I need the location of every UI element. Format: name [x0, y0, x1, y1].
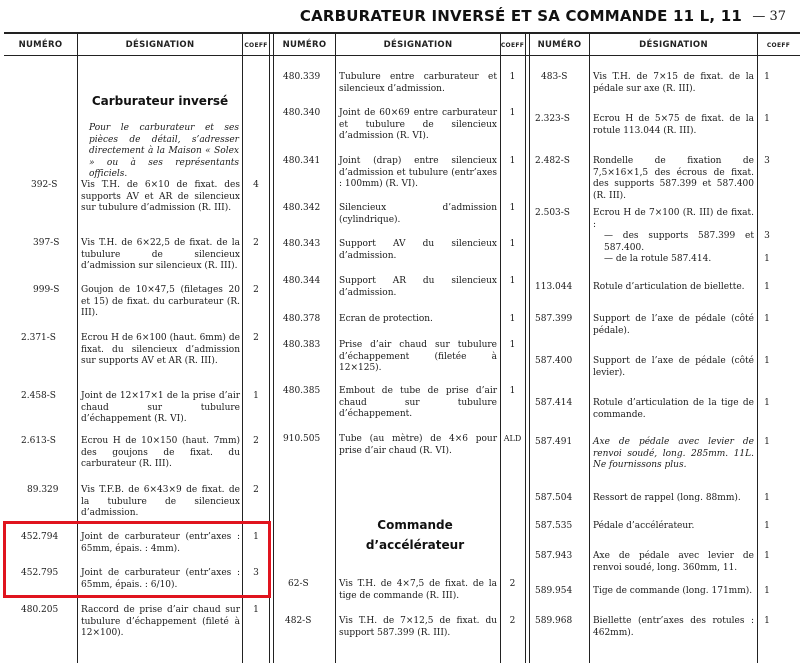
- part-coeff: 1: [764, 398, 770, 408]
- part-number: 89.329: [27, 485, 59, 495]
- part-designation: Tubulure entre carburateur et silencieux d’admission.: [339, 72, 497, 94]
- part-coeff: 1: [509, 386, 516, 396]
- part-number: 480.378: [283, 314, 321, 324]
- part-number: 587.943: [535, 551, 573, 561]
- part-designation: Prise d’air chaud sur tubulure d’échappement (filetée à 12×125).: [339, 340, 497, 373]
- part-coeff: 1: [509, 108, 516, 118]
- part-number: 480.343: [283, 239, 321, 249]
- part-designation: Ecrou H de 10×150 (haut. 7mm) des goujons de fixat. du carburateur (R. III).: [81, 436, 240, 469]
- part-designation: Joint (drap) entre silencieux d’admission et tubulure (entr’axes : 100mm) (R. VI).: [339, 156, 497, 189]
- part-designation: Joint de 12×17×1 de la prise d’air chaud sur tubulure d’échappement (R. VI).: [81, 391, 240, 424]
- part-coeff: 1: [764, 551, 770, 561]
- part-designation: Embout de tube de prise d’air chaud sur tubulure d’échappement.: [339, 386, 497, 419]
- part-designation: Support de l’axe de pédale (côté levier).: [593, 356, 754, 378]
- part-coeff: 1: [764, 114, 770, 124]
- part-coeff: 3: [253, 568, 259, 578]
- part-coeff: 1: [764, 72, 770, 82]
- part-designation: Rotule d’articulation de biellette.: [593, 282, 745, 292]
- part-coeff: 1: [509, 340, 516, 350]
- section-title-carburateur: Carburateur inversé: [91, 94, 229, 108]
- part-coeff: 1: [764, 254, 770, 264]
- part-designation: Vis T.F.B. de 6×43×9 de fixat. de la tubulure de silencieux d’admission.: [81, 485, 240, 518]
- part-coeff: 1: [764, 616, 770, 626]
- column-divider: [525, 32, 526, 663]
- col-header-designation: DÉSIGNATION: [639, 40, 708, 50]
- part-coeff: 2: [253, 285, 259, 295]
- part-designation: Ecrou H de 6×100 (haut. 6mm) de fixat. du silencieux d’admission sur supports AV et AR (R. III).: [81, 333, 240, 366]
- col-header-coeff: COEFF: [766, 42, 791, 49]
- part-coeff: ALD: [503, 434, 522, 443]
- part-coeff: 1: [253, 532, 259, 542]
- column-divider: [273, 32, 274, 663]
- part-designation: Raccord de prise d’air chaud sur tubulure d’échappement (fileté à 12×100).: [81, 605, 240, 638]
- section-title-commande: Commande d’accélérateur: [365, 518, 465, 552]
- part-number: 480.342: [283, 203, 321, 213]
- part-coeff: 1: [764, 437, 770, 447]
- part-coeff: 2: [253, 333, 259, 343]
- part-designation: Ecrou H de 5×75 de fixat. de la rotule 113.044 (R. III).: [593, 114, 754, 136]
- part-designation: Support AR du silencieux d’admission.: [339, 276, 497, 298]
- part-coeff: 1: [764, 586, 770, 596]
- part-number: 480.341: [283, 156, 321, 166]
- part-number: 62-S: [288, 579, 309, 589]
- part-coeff: 3: [764, 231, 770, 241]
- part-designation: Ressort de rappel (long. 88mm).: [593, 493, 741, 503]
- section-note: Pour le carburateur et ses pièces de détail, s’adresser directement à la Maison « Solex » ou à ses représentants officiels.: [89, 123, 239, 179]
- part-designation: Rotule d’articulation de la tige de commande.: [593, 398, 754, 420]
- highlight-box: [3, 521, 271, 598]
- part-designation: Ecran de protection.: [339, 314, 433, 324]
- part-coeff: 1: [764, 493, 770, 503]
- part-number: 587.535: [535, 521, 573, 531]
- part-coeff: 2: [253, 436, 259, 446]
- part-designation: Axe de pédale avec levier de renvoi soudé, long. 360mm, 11.: [593, 551, 754, 573]
- part-coeff: 1: [764, 521, 770, 531]
- part-coeff: 1: [509, 314, 516, 324]
- part-number: 483-S: [541, 72, 568, 82]
- part-coeff: 1: [764, 356, 770, 366]
- part-designation: Vis T.H. de 7×15 de fixat. de la pédale sur axe (R. III).: [593, 72, 754, 94]
- part-coeff: 1: [509, 239, 516, 249]
- page-title: CARBURATEUR INVERSÉ ET SA COMMANDE 11 L, 11: [299, 7, 742, 25]
- part-number: 587.504: [535, 493, 573, 503]
- part-coeff: 4: [253, 180, 259, 190]
- part-designation: — de la rotule 587.414.: [604, 254, 712, 264]
- part-designation: Tige de commande (long. 171mm).: [593, 586, 753, 596]
- part-coeff: 1: [253, 605, 259, 615]
- part-coeff: 2: [253, 238, 259, 248]
- part-designation: Rondelle de fixation de 7,5×16×1,5 des écrous de fixat. des supports 587.399 et 587.400 (R. III).: [593, 156, 754, 201]
- part-designation: Joint de carburateur (entr’axes : 65mm, épais. : 6/10).: [81, 568, 240, 590]
- part-coeff: 1: [509, 203, 516, 213]
- part-number: 587.399: [535, 314, 573, 324]
- header-bottom-rule: [4, 55, 800, 56]
- part-designation: Pédale d’accélérateur.: [593, 521, 695, 531]
- part-number: 999-S: [33, 285, 60, 295]
- col-header-coeff: COEFF: [244, 42, 268, 49]
- part-number: 2.482-S: [535, 156, 570, 166]
- part-designation: Silencieux d’admission (cylindrique).: [339, 203, 497, 225]
- col-header-number: NUMÉRO: [282, 40, 327, 50]
- part-coeff: 2: [509, 579, 516, 589]
- part-coeff: 1: [764, 314, 770, 324]
- part-designation: Vis T.H. de 6×22,5 de fixat. de la tubulure de silencieux d’admission sur silencieux (R. III).: [81, 238, 240, 271]
- page-number: — 37: [752, 9, 786, 24]
- part-number: 480.385: [283, 386, 321, 396]
- part-number: 397-S: [33, 238, 60, 248]
- page-header: [0, 5, 800, 29]
- part-number: 2.613-S: [21, 436, 56, 446]
- part-number: 910.505: [283, 434, 321, 444]
- part-designation: Tube (au mètre) de 4×6 pour prise d’air chaud (R. VI).: [339, 434, 497, 456]
- part-coeff: 2: [253, 485, 259, 495]
- part-number: 589.954: [535, 586, 573, 596]
- part-designation: Support de l’axe de pédale (côté pédale).: [593, 314, 754, 336]
- part-number: 480.383: [283, 340, 321, 350]
- part-designation: Support AV du silencieux d’admission.: [339, 239, 497, 261]
- col-header-number: NUMÉRO: [18, 40, 63, 50]
- part-designation: Joint de 60×69 entre carburateur et tubulure de silencieux d’admission (R. VI).: [339, 108, 497, 141]
- part-designation: Goujon de 10×47,5 (filetages 20 et 15) de fixat. du carburateur (R. III).: [81, 285, 240, 318]
- part-number: 480.344: [283, 276, 321, 286]
- part-coeff: 1: [509, 156, 516, 166]
- col-header-coeff: COEFF: [500, 42, 525, 49]
- part-designation: Biellette (entr’axes des rotules : 462mm).: [593, 616, 754, 638]
- part-designation: Joint de carburateur (entr’axes : 65mm, épais. : 4mm).: [81, 532, 240, 554]
- part-number: 589.968: [535, 616, 573, 626]
- column-divider: [529, 32, 530, 663]
- part-coeff: 3: [764, 156, 770, 166]
- column-divider: [335, 32, 336, 663]
- col-header-designation: DÉSIGNATION: [383, 40, 453, 50]
- part-number: 2.371-S: [21, 333, 56, 343]
- part-coeff: 1: [509, 276, 516, 286]
- part-designation: Vis T.H. de 6×10 de fixat. des supports AV et AR de silencieux sur tubulure d’admission (R. III).: [81, 180, 240, 213]
- part-number: 2.503-S: [535, 208, 570, 218]
- part-number: 2.323-S: [535, 114, 570, 124]
- column-divider: [757, 32, 758, 663]
- part-designation: Ecrou H de 7×100 (R. III) de fixat. :: [593, 208, 754, 230]
- part-number: 480.205: [21, 605, 59, 615]
- part-number: 2.458-S: [21, 391, 56, 401]
- part-designation: — des supports 587.399 et 587.400.: [604, 231, 754, 253]
- part-number: 392-S: [31, 180, 58, 190]
- table-top-rule: [4, 32, 800, 34]
- part-coeff: 1: [253, 391, 259, 401]
- part-designation: Vis T.H. de 4×7,5 de fixat. de la tige de commande (R. III).: [339, 579, 497, 601]
- part-coeff: 1: [509, 72, 516, 82]
- part-number: 452.795: [21, 568, 59, 578]
- part-coeff: 1: [764, 282, 770, 292]
- part-number: 452.794: [21, 532, 59, 542]
- part-number: 480.339: [283, 72, 321, 82]
- col-header-designation: DÉSIGNATION: [125, 40, 195, 50]
- part-number: 482-S: [285, 616, 312, 626]
- column-divider: [589, 32, 590, 663]
- part-number: 587.414: [535, 398, 573, 408]
- part-designation: Axe de pédale avec levier de renvoi soudé, long. 285mm. 11L. Ne fournissons plus.: [593, 437, 754, 470]
- part-number: 480.340: [283, 108, 321, 118]
- part-number: 113.044: [535, 282, 573, 292]
- part-designation: Vis T.H. de 7×12,5 de fixat. du support 587.399 (R. III).: [339, 616, 497, 638]
- part-number: 587.400: [535, 356, 573, 366]
- part-number: 587.491: [535, 437, 573, 447]
- col-header-number: NUMÉRO: [537, 40, 582, 50]
- part-coeff: 2: [509, 616, 516, 626]
